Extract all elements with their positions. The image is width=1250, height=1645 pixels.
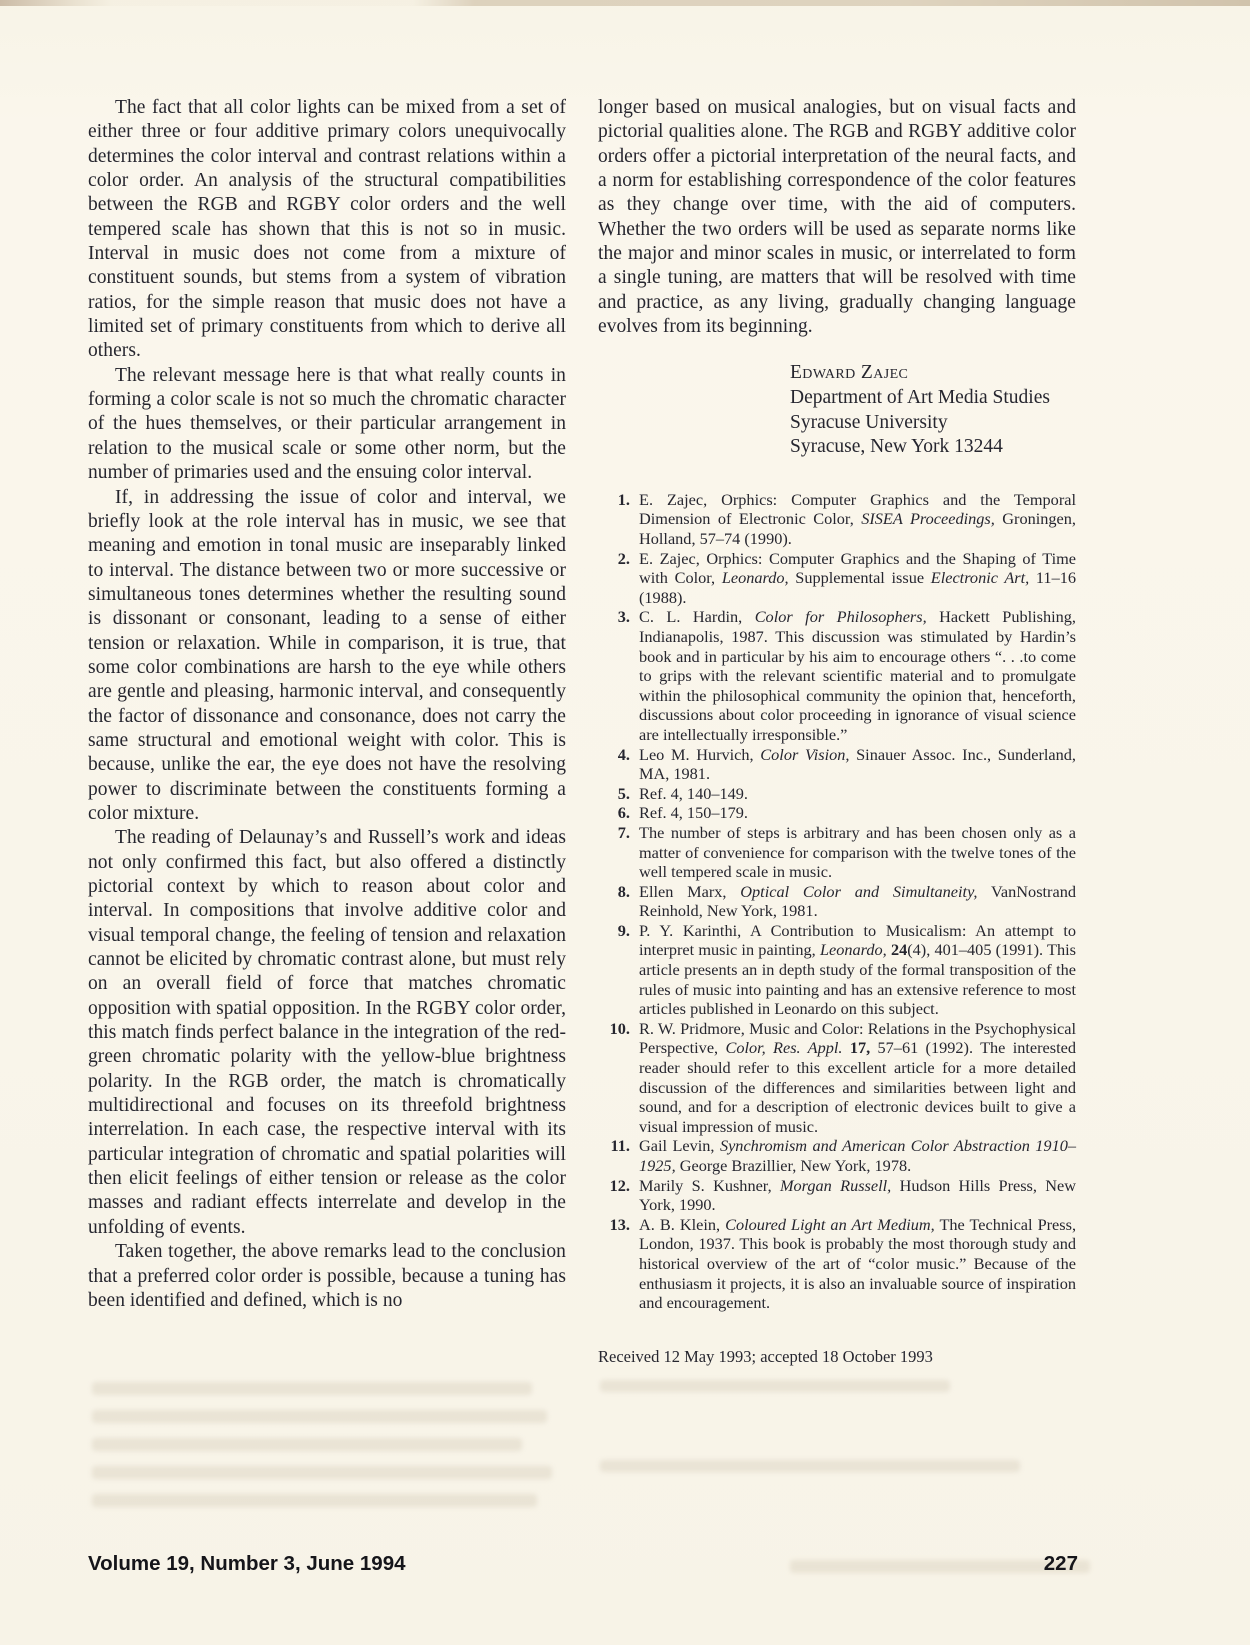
paragraph: If, in addressing the issue of color and interval, we briefly look at the role interval has in music, we see that meaning and emotion in tonal music are inseparably linked to interval. The distance between two or more successive or simultaneous tones determines whether the resulting sound is dissonant or consonant, leading to a sense of either tension or relaxation. While in comparison, it is true, that some color combinations are harsh to the eye while others are gentle and pleasing, harmonic interval, and consequently the factor of dissonance and consonance, does not carry the same structural and emotional weight with color. This is because, unlike the ear, the eye does not have the resolving power to discriminate between the constituents forming a color mixture. (88, 486, 566, 824)
reference-item (598, 745, 1076, 784)
reference-number: 10. (609, 1018, 630, 1038)
reference-text: Leo M. Hurvich, Color Vision, Sinauer Assoc. Inc., Sunderland, MA, 1981. (639, 744, 1076, 784)
reference-text: The number of steps is arbitrary and has been chosen only as a matter of convenience for comparison with the twelve tones of the well tempered scale in music. (639, 822, 1076, 882)
author-affiliation (790, 386, 1076, 460)
reference-number: 3. (617, 607, 630, 627)
reference-item (598, 823, 1076, 882)
print-through-ghost (92, 1466, 552, 1479)
author-name: Edward Zajec (790, 362, 909, 384)
footer-issue-info: Volume 19, Number 3, June 1994 (88, 1552, 406, 1575)
reference-text: R. W. Pridmore, Music and Color: Relations in the Psychophysical Perspective, Color, Res. Appl. 17, 57–61 (1992). The interested reader should refer to this excellent article for a more detailed discussion of the differences and similarities between light and sound, and for a description of electronic devices built to give a visual impression of music. (639, 1018, 1076, 1136)
page-footer (88, 1552, 1078, 1576)
paragraph: The fact that all color lights can be mixed from a set of either three or four additive primary colors unequivocally determines the color interval and contrast relations within a color order. An analysis of the structural compatibilities between the RGB and RGBY color orders and the well tempered scale has shown that this is not so in music. Interval in music does not come from a mixture of constituent sounds, but stems from a system of vibration ratios, for the simple reason that music does not have a limited set of primary constituents from which to derive all others. (88, 97, 566, 362)
scan-edge-artifact (0, 0, 1250, 6)
reference-text: Ellen Marx, Optical Color and Simultaneity, VanNostrand Reinhold, New York, 1981. (639, 881, 1076, 921)
reference-number: 7. (617, 822, 630, 842)
reference-number: 1. (617, 489, 630, 509)
reference-item (598, 882, 1076, 921)
print-through-ghost (92, 1438, 522, 1451)
reference-item (598, 1136, 1076, 1175)
paragraph: The reading of Delaunay’s and Russell’s work and ideas not only confirmed this fact, but also offered a distinctly pictorial context by which to reason about color and interval. In compositions that involve additive color and visual temporal change, the feeling of tension and relaxation cannot be elicited by chromatic contrast alone, but must rely on an overall field of force that matches chromatic opposition with spatial opposition. In the RGBY color order, this match finds perfect balance in the integration of the red-green chromatic polarity with the yellow-blue brightness polarity. In the RGB order, the match is chromatically multidirectional and focuses on its threefold brightness interrelation. In each case, the respective interval with its particular integration of chromatic and spatial polarities will then elicit feelings of either tension or release as the color masses and radiant effects interrelate and develop in the unfolding of events. (88, 827, 566, 1238)
reference-item (598, 803, 1076, 823)
print-through-ghost (600, 1380, 950, 1392)
right-column (598, 96, 1076, 1367)
print-through-ghost (92, 1382, 532, 1395)
print-through-ghost (600, 1460, 1020, 1472)
affiliation-line: Syracuse University (790, 411, 948, 433)
reference-item (598, 921, 1076, 1019)
reference-text: E. Zajec, Orphics: Computer Graphics and the Temporal Dimension of Electronic Color, SISEA Proceedings, Groningen, Holland, 57–74 (1990). (639, 489, 1076, 548)
reference-text: A. B. Klein, Coloured Light an Art Medium, The Technical Press, London, 1937. This book is probably the most thorough study and historical overview of the art of “color music.” Because of the enthusiasm it projects, it is also an invaluable source of inspiration and encouragement. (639, 1214, 1077, 1313)
reference-item (598, 1019, 1076, 1137)
reference-text: C. L. Hardin, Color for Philosophers, Hackett Publishing, Indianapolis, 1987. This discussion was stimulated by Hardin’s book and in particular by his aim to encourage others “. . .to come to grips with the relevant scientific material and to promulgate within the philosophical community the opinion that, henceforth, discussions about color proceeding in ignorance of visual science are intellectually irresponsible.” (639, 607, 1077, 744)
reference-item (598, 1215, 1076, 1313)
left-column (88, 96, 566, 1367)
reference-text: P. Y. Karinthi, A Contribution to Musicalism: An attempt to interpret music in painting, Leonardo, 24(4), 401–405 (1991). This article presents an in depth study of the formal transposition of the rules of music into painting and has an extensive reference to most articles published in Leonardo on this subject. (639, 920, 1076, 1019)
reference-text: Marily S. Kushner, Morgan Russell, Hudson Hills Press, New York, 1990. (639, 1175, 1077, 1215)
reference-text: E. Zajec, Orphics: Computer Graphics and the Shaping of Time with Color, Leonardo, Supplemental issue Electronic Art, 11–16 (1988). (639, 548, 1076, 607)
paragraph: Taken together, the above remarks lead to the conclusion that a preferred color order is possible, because a tuning has been identified and defined, which is no (88, 1241, 566, 1311)
author-block (790, 361, 1076, 459)
reference-number: 6. (617, 803, 630, 823)
reference-number: 9. (617, 920, 630, 940)
references-list (598, 490, 1076, 1313)
print-through-ghost (92, 1410, 547, 1423)
affiliation-line: Syracuse, New York 13244 (790, 436, 1003, 458)
footer-page-number: 227 (1043, 1552, 1078, 1575)
affiliation-line: Department of Art Media Studies (790, 387, 1050, 409)
reference-item (598, 549, 1076, 608)
paragraph: The relevant message here is that what really counts in forming a color scale is not so much the chromatic character of the hues themselves, or their particular arrangement in relation to the musical scale or some other norm, but the number of primaries used and the ensuing color interval. (88, 364, 566, 484)
print-through-ghost (92, 1494, 537, 1507)
reference-number: 13. (609, 1214, 630, 1234)
reference-item (598, 784, 1076, 804)
reference-text: Gail Levin, Synchromism and American Color Abstraction 1910–1925, George Brazillier, New York, 1978. (639, 1136, 1076, 1175)
reference-item (598, 490, 1076, 549)
reference-number: 11. (610, 1136, 630, 1156)
reference-text: Ref. 4, 140–149. (639, 783, 748, 803)
reference-number: 8. (617, 881, 630, 901)
reference-text: Ref. 4, 150–179. (639, 803, 748, 823)
reference-number: 2. (617, 548, 630, 568)
reference-number: 5. (617, 783, 630, 803)
reference-item (598, 607, 1076, 744)
two-column-layout (88, 96, 1076, 1367)
continuation-paragraph: longer based on musical analogies, but on visual facts and pictorial qualities alone. The RGB and RGBY additive color orders offer a pictorial interpretation of the neural facts, and a norm for establishing correspondence of the color features as they change over time, with the aid of computers. Whether the two orders will be used as separate norms like the major and minor scales in music, or interrelated to form a single tuning, are matters that will be resolved with time and practice, as any living, gradually changing language evolves from its beginning. (598, 97, 1076, 338)
reference-number: 4. (617, 744, 630, 764)
received-accepted-line: Received 12 May 1993; accepted 18 October 1993 (598, 1346, 933, 1366)
reference-number: 12. (609, 1175, 630, 1195)
reference-item (598, 1176, 1076, 1215)
